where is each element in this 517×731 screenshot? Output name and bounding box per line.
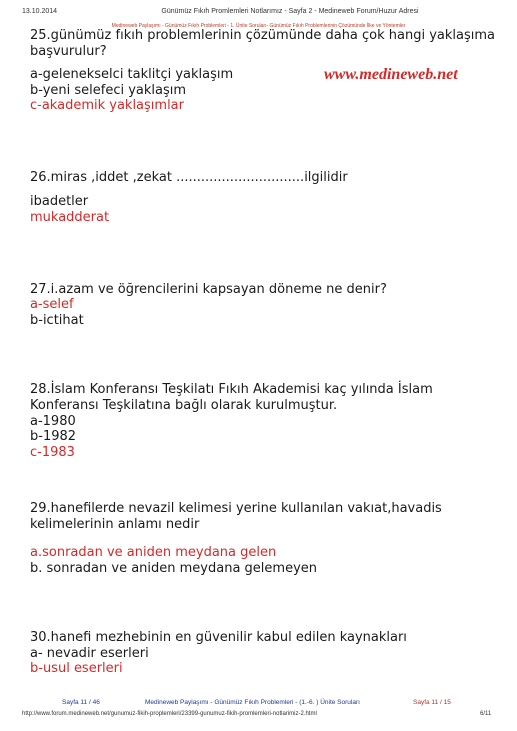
question-26-option-1: ibadetler [30, 194, 89, 209]
header-title: Günümüz Fıkıh Promlemleri Notlarımız - Sayfa 2 - Medineweb Forum/Huzur Adresi [161, 8, 419, 15]
footer-title: Medineweb Paylaşımı - Günümüz Fıkıh Problemleri - (1.-6. ) Ünite Soruları [145, 699, 360, 706]
question-28-line-2: Konferansı Teşkilatına bağlı olarak kurulmuştur. [30, 398, 338, 413]
question-29-line-2: kelimelerinin anlamı nedir [30, 517, 200, 532]
question-25-line-2: başvurulur? [30, 44, 107, 59]
question-28-option-b: b-1982 [30, 429, 77, 444]
question-25-line-1: 25.günümüz fıkıh problemlerinin çözümünde daha çok hangi yaklaşıma [30, 28, 496, 43]
site-watermark: www.medineweb.net [324, 66, 458, 83]
footer-page-right: Sayfa 11 / 15 [413, 699, 451, 706]
footer-page-number: 6/11 [480, 711, 492, 717]
question-26-option-2-answer: mukadderat [30, 210, 110, 225]
question-28-line-1: 28.İslam Konferansı Teşkilatı Fıkıh Akademisi kaç yılında İslam [30, 382, 433, 397]
footer-page-left: Sayfa 11 / 46 [62, 699, 100, 706]
question-29-line-1: 29.hanefilerde nevazil kelimesi yerine kullanılan vakıat,havadis [30, 501, 442, 516]
question-30-option-b-answer: b-usul eserleri [30, 661, 123, 676]
question-28-option-a: a-1980 [30, 414, 76, 429]
question-25-option-c-answer: c-akademik yaklaşımlar [30, 98, 184, 113]
question-29-option-b: b. sonradan ve aniden meydana gelemeyen [30, 561, 318, 576]
question-29-option-a-answer: a.sonradan ve aniden meydana gelen [30, 545, 277, 560]
question-25-option-b: b-yeni selefeci yaklaşım [30, 83, 187, 98]
header-date: 13.10.2014 [22, 8, 58, 15]
question-30-line-1: 30.hanefi mezhebinin en güvenilir kabul edilen kaynakları [30, 630, 407, 645]
header-subtitle: Medineweb Paylaşımı - Günümüz Fıkıh Problemleri - 1. Ünite Soruları- Günümüz Fıkıh Problemlerinin Çözümünde İlke ve Yöntemler [111, 23, 406, 29]
question-25-option-a: a-gelenekselci taklitçi yaklaşım [30, 67, 234, 82]
question-27-line-1: 27.i.azam ve öğrencilerini kapsayan döneme ne denir? [30, 282, 387, 297]
question-30-option-a: a- nevadir eserleri [30, 646, 149, 661]
question-27-option-b: b-ictihat [30, 313, 84, 328]
question-27-option-a-answer: a-selef [30, 297, 74, 312]
question-28-option-c-answer: c-1983 [30, 445, 75, 460]
question-26-line-1: 26.miras ,iddet ,zekat ...............................ilgilidir [30, 170, 348, 185]
footer-url-link[interactable]: http://www.forum.medineweb.net/gunumuz-fikih-proplemleri/23399-gunumuz-fikih-promlemleri-notlarimiz-2.html [22, 711, 317, 717]
